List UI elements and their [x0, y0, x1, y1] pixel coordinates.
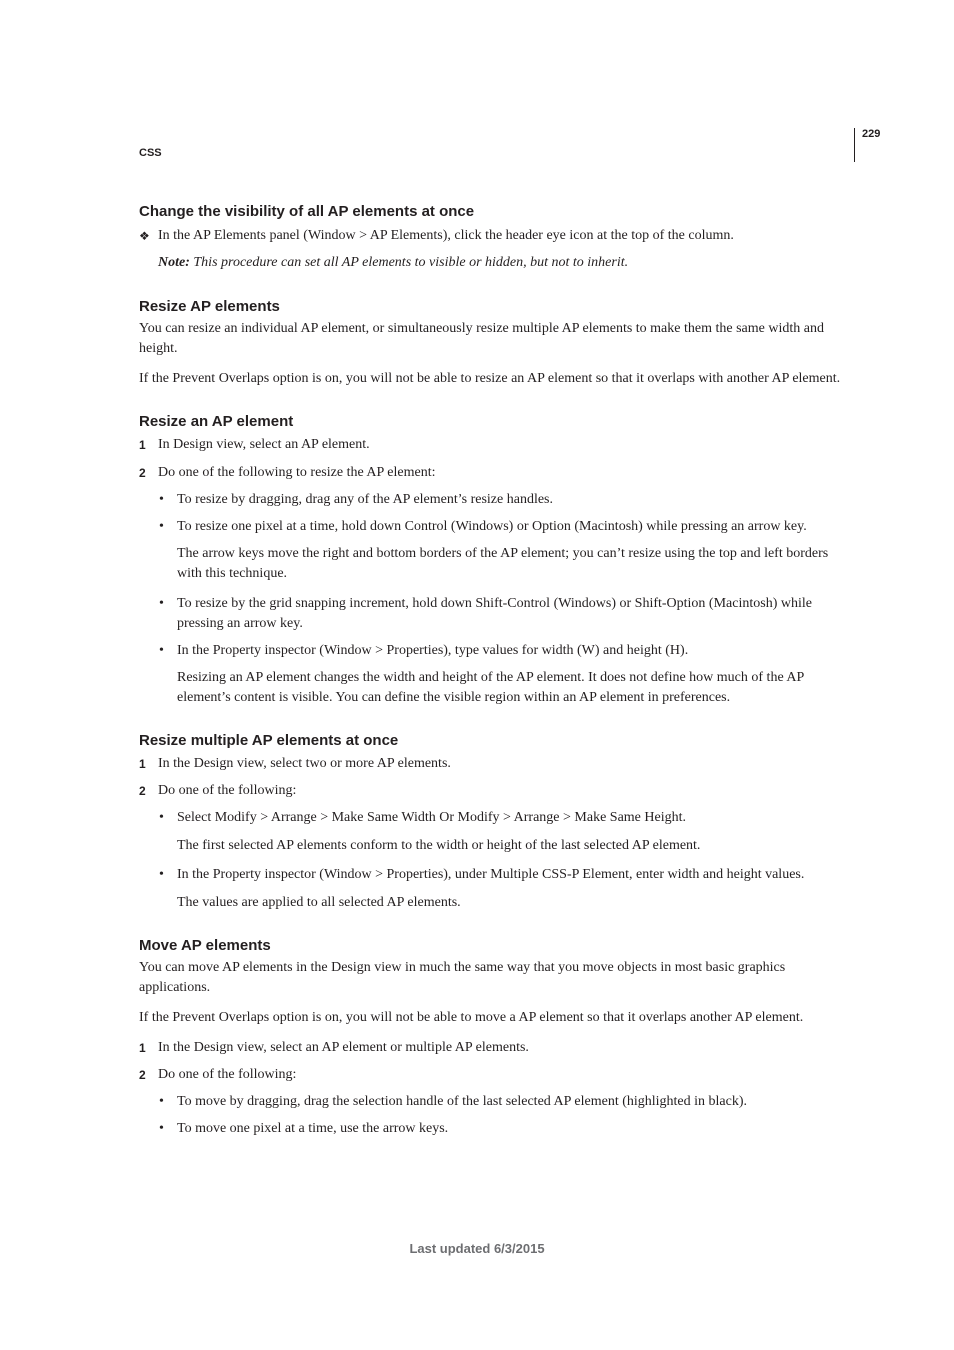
bullet-note: The first selected AP elements conform to the width or height of the last selected AP element. — [177, 838, 701, 853]
step-text: In the Design view, select an AP element or multiple AP elements. — [158, 1040, 529, 1055]
note — [158, 253, 853, 273]
bullet-item — [139, 1092, 853, 1112]
heading-resize-multiple: Resize multiple AP elements at once — [139, 732, 399, 749]
step-number: 1 — [139, 757, 146, 771]
bullet-icon: • — [159, 1121, 164, 1136]
bullet-item — [139, 517, 853, 537]
step-item — [139, 781, 853, 801]
heading-change-visibility: Change the visibility of all AP elements at once — [139, 203, 475, 220]
bullet-icon: • — [159, 810, 164, 825]
heading-move-ap-elements: Move AP elements — [139, 937, 271, 954]
bullet-item — [139, 641, 853, 661]
bullet-text: To resize by the grid snapping increment, hold down Shift-Control (Windows) or Shift-Option (Macintosh) while pressing an arrow key. — [177, 596, 812, 631]
bullet-text: In the Property inspector (Window > Properties), under Multiple CSS-P Element, enter width and height values. — [177, 867, 805, 882]
bullet-note: Resizing an AP element changes the width and height of the AP element. It does not define how much of the AP element’s content is visible. You can define the visible region within an AP element in preferences. — [177, 670, 804, 705]
bullet-text: To move by dragging, drag the selection handle of the last selected AP element (highlighted in black). — [177, 1094, 748, 1109]
bullet-note: The values are applied to all selected AP elements. — [177, 895, 461, 910]
bullet-text: To move one pixel at a time, use the arrow keys. — [177, 1121, 449, 1136]
bullet-icon: • — [159, 1094, 164, 1109]
bullet-icon: • — [159, 867, 164, 882]
bullet-icon: • — [159, 492, 164, 507]
step-number: 2 — [139, 784, 146, 798]
paragraph: If the Prevent Overlaps option is on, you will not be able to resize an AP element so that it overlaps with another AP element. — [139, 371, 841, 386]
step-number: 1 — [139, 438, 146, 452]
bullet-item — [139, 865, 853, 885]
step-text: Do one of the following to resize the AP element: — [158, 465, 436, 480]
heading-resize-ap-elements: Resize AP elements — [139, 298, 280, 315]
list-item — [139, 226, 853, 246]
bullet-text: To resize one pixel at a time, hold down Control (Windows) or Option (Macintosh) while pressing an arrow key. — [177, 519, 807, 534]
paragraph: You can resize an individual AP element, or simultaneously resize multiple AP elements to make them the same width and height. — [139, 321, 824, 356]
paragraph: You can move AP elements in the Design view in much the same way that you move objects in most basic graphics applications. — [139, 960, 786, 995]
bullet-item — [139, 594, 853, 634]
step-text: Do one of the following: — [158, 1067, 297, 1082]
paragraph: If the Prevent Overlaps option is on, you will not be able to move a AP element so that it overlaps another AP element. — [139, 1010, 804, 1025]
header-rule — [854, 128, 855, 162]
heading-resize-an-ap-element: Resize an AP element — [139, 413, 294, 430]
note-text: This procedure can set all AP elements to visible or hidden, but not to inherit. — [193, 255, 629, 270]
step-text: In Design view, select an AP element. — [158, 437, 370, 452]
page-number: 229 — [862, 128, 881, 140]
bullet-icon: • — [159, 519, 164, 534]
step-item — [139, 463, 853, 483]
step-number: 2 — [139, 466, 146, 480]
step-item — [139, 435, 853, 455]
bullet-item — [139, 808, 853, 828]
step-item — [139, 754, 853, 774]
step-number: 1 — [139, 1041, 146, 1055]
bullet-note: The arrow keys move the right and bottom borders of the AP element; you can’t resize using the top and left borders with this technique. — [177, 546, 829, 581]
footer-last-updated: Last updated 6/3/2015 — [409, 1241, 545, 1256]
bullet-text: Select Modify > Arrange > Make Same Width Or Modify > Arrange > Make Same Height. — [177, 810, 686, 825]
step-item — [139, 1038, 853, 1058]
bullet-item — [139, 1119, 853, 1139]
step-text: Do one of the following: — [158, 783, 297, 798]
step-text: In the Design view, select two or more AP elements. — [158, 756, 451, 771]
bullet-icon: • — [159, 596, 164, 611]
bullet-text: In the Property inspector (Window > Properties), type values for width (W) and height (H). — [177, 643, 689, 658]
page-content — [139, 202, 853, 1139]
bullet-text: To resize by dragging, drag any of the AP element’s resize handles. — [177, 492, 553, 507]
list-item-text: In the AP Elements panel (Window > AP Elements), click the header eye icon at the top of the column. — [158, 228, 734, 243]
step-number: 2 — [139, 1068, 146, 1082]
bullet-item — [139, 490, 853, 510]
bullet-icon: • — [159, 643, 164, 658]
diamond-bullet-icon: ❖ — [139, 229, 150, 243]
note-label: Note: — [158, 255, 190, 270]
section-label: CSS — [139, 147, 162, 159]
step-item — [139, 1065, 853, 1085]
